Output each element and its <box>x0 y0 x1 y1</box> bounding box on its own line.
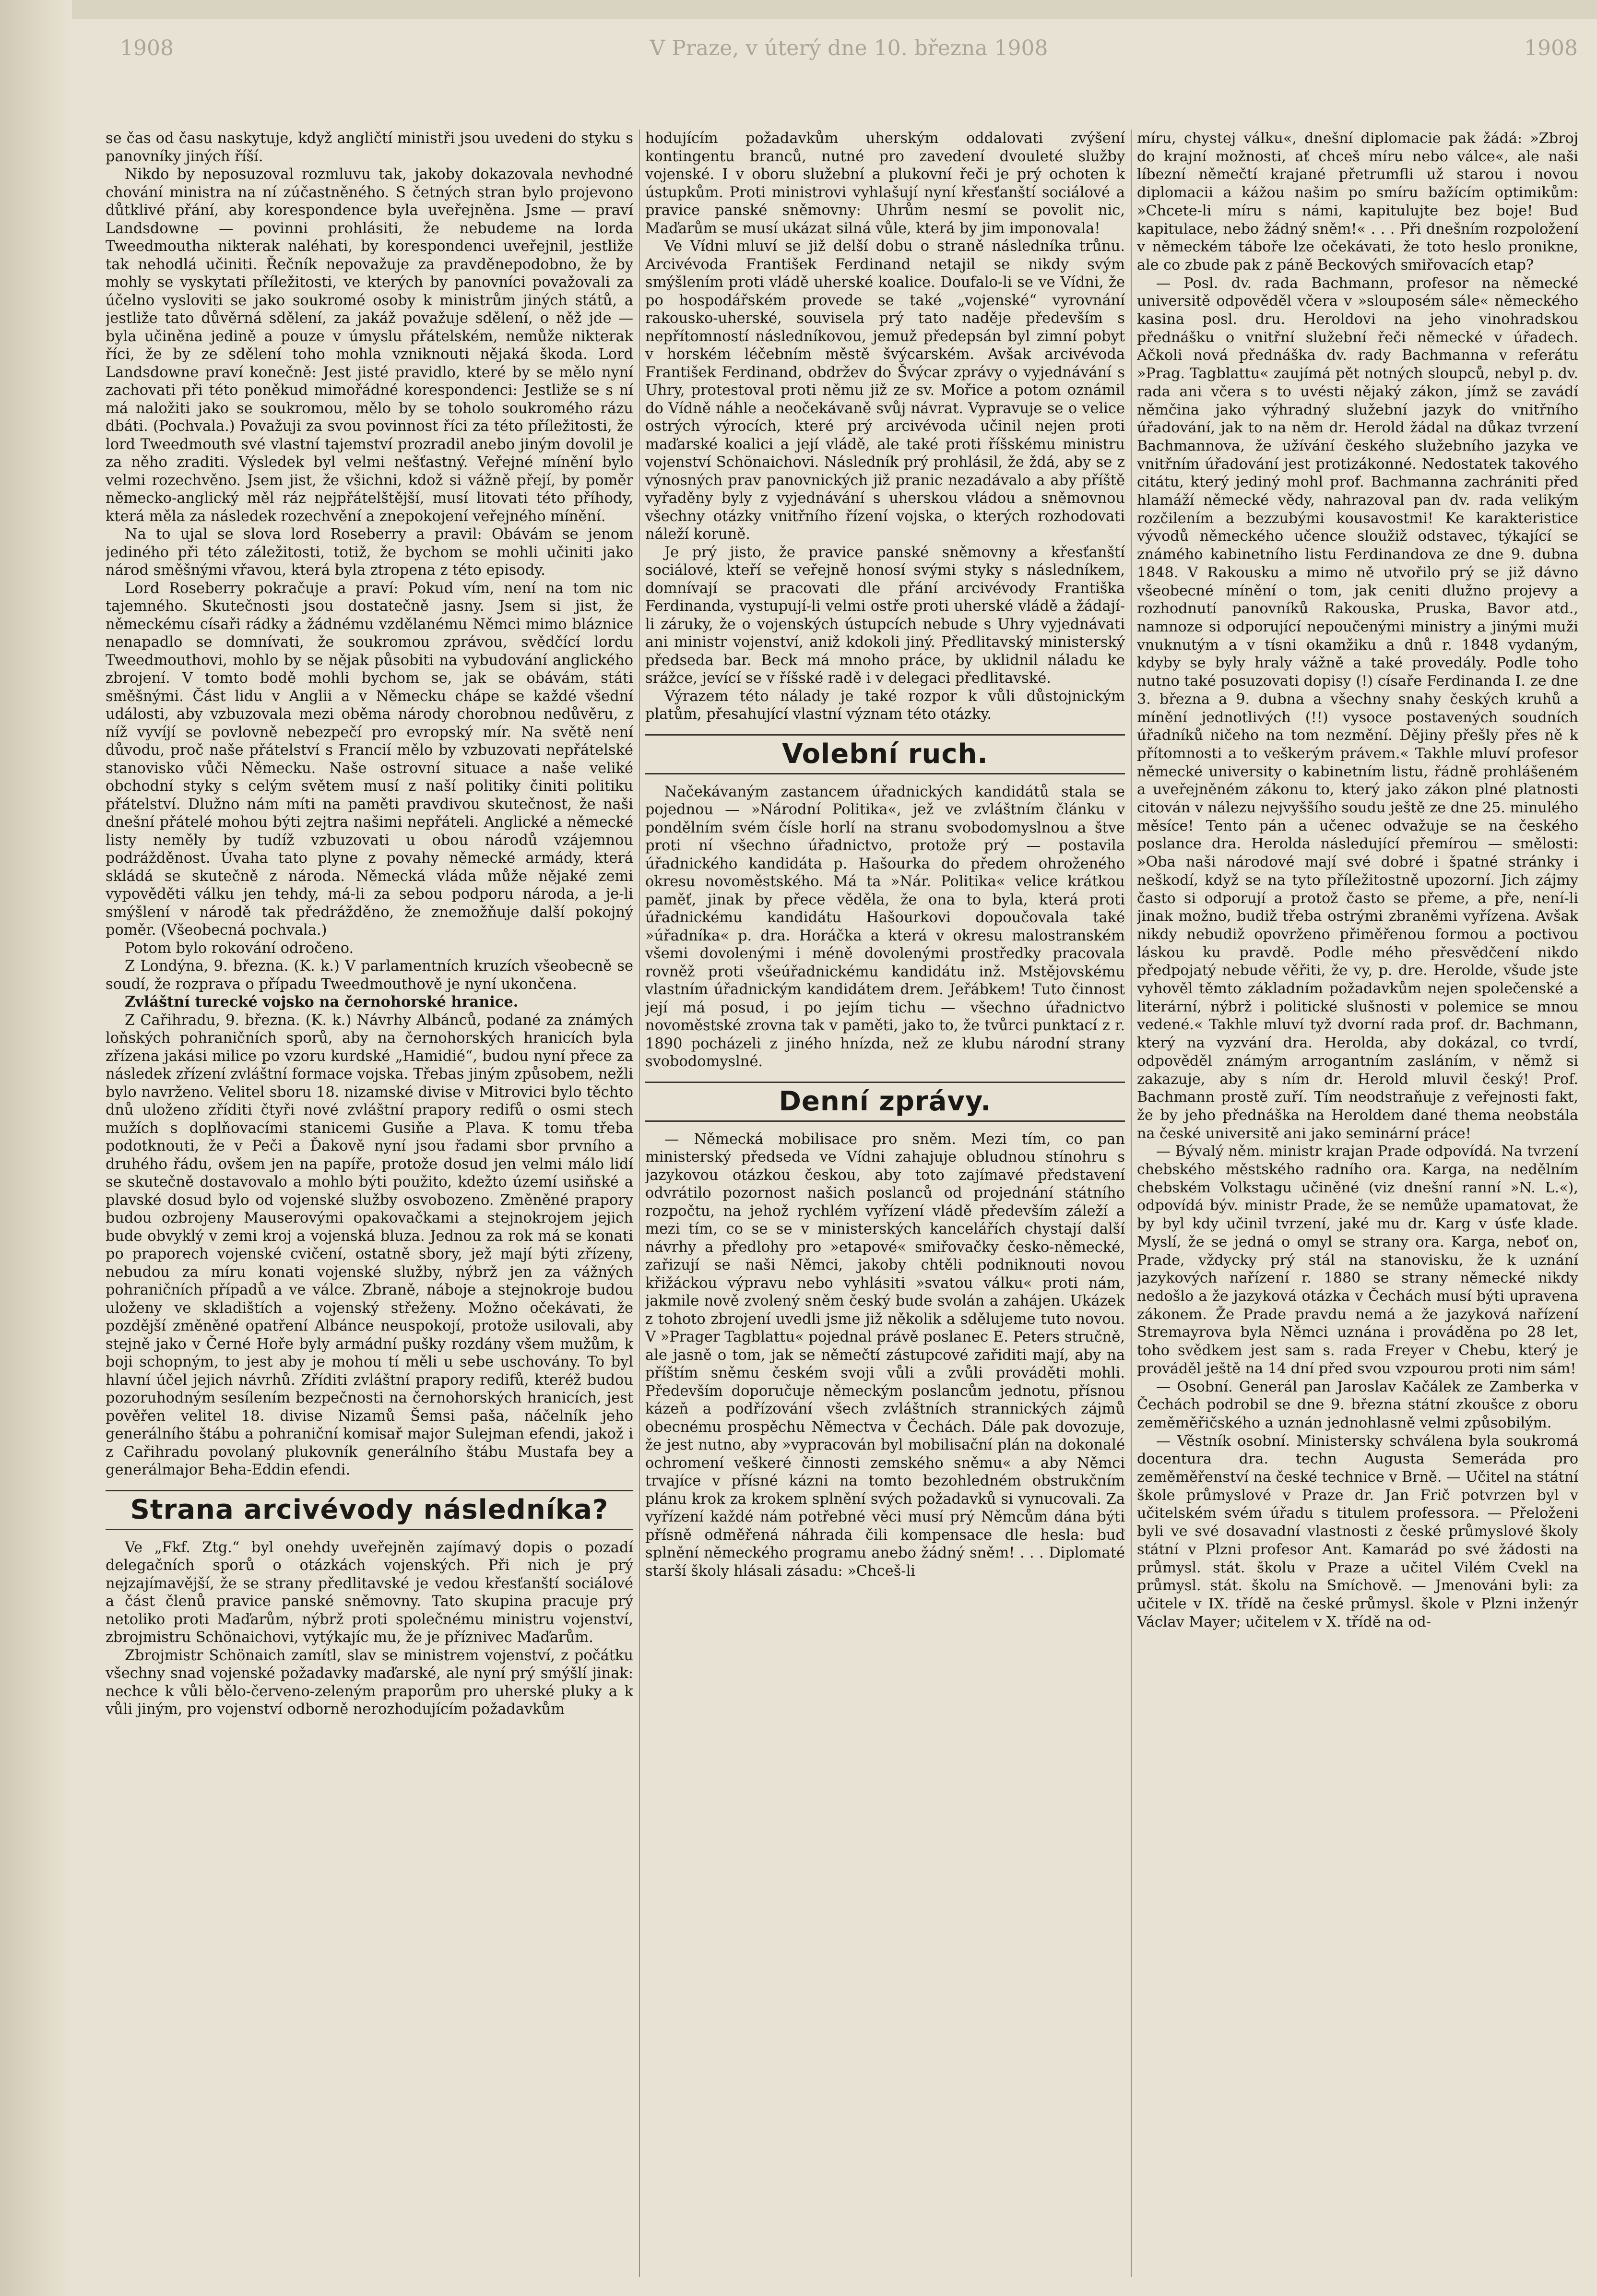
article-paragraph: Potom bylo rokování odročeno. <box>125 940 354 957</box>
article-paragraph: Na to ujal se slova lord Roseberry a pravil: Obávám se jenom jediného při této záležitosti, totiž, že bychom se mohli učiniti jako národ směšnými vřavou, která byla ztropena z této episody. <box>106 526 633 579</box>
section-headline: Strana arcivévody následníka? <box>106 1490 633 1530</box>
article-paragraph: Ve „Fkf. Ztg.“ byl onehdy uveřejněn zajímavý dopis o pozadí delegačních sporů o otázkách vojenských. Při nich je prý nejzajímavější, že se strany předlitavské je vedou křesťanští sociálové a část členů pravice panské sněmovny. Tato skupina pracuje prý netoliko proti Maďarům, nýbrž proti společnému ministru vojenství, zbrojmistru Schönaichovi, vytýkajíc mu, že je příznivec Maďarům. <box>106 1539 633 1646</box>
column-1 <box>106 130 633 2277</box>
running-head-right: 1908 <box>1524 36 1578 60</box>
article-paragraph: Je prý jisto, že pravice panské sněmovny a křesťanští sociálové, kteří se veřejně honosí svými styky s následníkem, domnívají se pracovati dle přání arcivévody Františka Ferdinanda, vystupují-li velmi ostře proti uherské vládě a žádají-li záruky, že o vojenských ústupcích nebude s Uhry vyjednávati ani ministr vojenství, aniž kdokoli jiný. Předlitavský ministerský předseda bar. Beck má mnoho práce, by uklidnil náladu ke srážce, jevící se v říšské radě i v delegaci předlitavské. <box>645 544 1125 687</box>
page-spine-shadow <box>0 0 72 2296</box>
article-paragraph: — Německá mobilisace pro sněm. Mezi tím, co pan ministerský předseda ve Vídni zahajuje obludnou stínohru s jazykovou otázkou českou, aby toto zajímavé představení odvrátilo pozornost našich poslanců od projednání státního rozpočtu, na jehož rychlém vyřízení vládě především záleží a mezi tím, co se se v ministerských kancelářích chystají další návrhy a předlohy pro »etapové« smiřovačky česko-německé, zařizují se naši Němci, jakoby chtěli podniknouti novou křižáckou výpravu nebo vyhlásiti »svatou válku« proti nám, jakmile nově zvolený sněm český bude svolán a zahájen. Ukázek z tohoto zbrojení uvedli jsme již několik a sdělujeme tuto novou. V »Prager Tagblattu« pojednal právě poslanec E. Peters stručně, ale jasně o tom, jak se němečtí zástupcové zařiditi mají, aby na příštím sněmu českém svoji vůli a zvůli prováděti mohli. Především doporučuje německým poslancům jednotu, přísnou kázeň a podřízování všech zvláštních strannických zájmů obecnému prospěchu Němectva v Čechách. Dále pak dovozuje, že jest nutno, aby »vypracován byl mobilisační plán na dokonalé ochromení veškeré činnosti zemského sněmu« a aby Němci trvajíce v přísné kázni na tomto bezohledném obstrukčním plánu krok za krokem splnění svých požadavků si vynucovali. Za vyřízení každé nám potřebné věci musí prý Němcům dána býti přísně odměřená náhrada čili kompensace dle hesla: buď splnění německého programu anebo žádný sněm! . . . Diplomaté starší školy hlásali zásadu: »Chceš-li <box>645 1130 1125 1580</box>
column-rule <box>1131 130 1132 2277</box>
column-2 <box>645 130 1125 2277</box>
article-paragraph: Nikdo by neposuzoval rozmluvu tak, jakoby dokazovala nevhodné chování ministra na ní zúčastněného. S četných stran bylo projevono důtklivé přání, aby korespondence byla uveřejněna. Jsme — praví Landsdowne — povinni prohlásiti, že nebudeme na lorda Tweedmoutha nikterak naléhati, by korespondenci uveřejnil, jestliže tak nehodlá učiniti. Řečník nepovažuje za pravděnepodobno, že by mohly se vyskytati příležitosti, ve kterých by panovníci považovali za účelno vysloviti se jako soukromé osoby k ministrům jiných států, a jestliže tato důvěrná sdělení, za jakáž považuje sdělení, o něž jde — byla učiněna jedině a pouze v úmyslu přátelském, nemůže nikterak říci, že by ze sdělení toho mohla vzniknouti nějaká škoda. Lord Landsdowne praví konečně: Jest jisté pravidlo, které by se mělo nyní zachovati při této poněkud mimořádné korespondenci: Jestliže se s ní má naložiti jako se soukromou, mělo by se toholo soukromého rázu dbáti. (Pochvala.) Považuji za svou povinnost říci za této příležitosti, že lord Tweedmouth své vlastní tajemství prozradil anebo jiným dovolil je za něho zraditi. Výsledek byl velmi nešťastný. Veřejné mínění bylo velmi rozechvěno. Jsem jist, že všichni, kdož si vážně přejí, by poměr německo-anglický měl ráz nejpřátelštější, musí litovati této příhody, která měla za následek rozechvění a znepokojení veřejného mínění. <box>106 166 633 525</box>
article-paragraph: Lord Roseberry pokračuje a praví: Pokud vím, není na tom nic tajemného. Skutečnosti jsou dostatečně jasny. Jsem si jist, že německému císaři rádky a žádnému vzdělanému Němci mimo bláznice nenapadlo se domnívati, že soukromou zprávou, svědčící lordu Tweedmouthovi, mohlo by se nějak působiti na vybudování anglického zbrojení. V tomto bodě mohli bychom se, jak se obávám, státi směšnými. Část lidu v Anglii a v Německu chápe se každé všední události, aby vzbuzovala mezi oběma národy chorobnou nedůvěru, z níž vyvíjí se povlovně nebezpečí pro evropský mír. Na světě není důvodu, proč naše přátelství s Francií mělo by vzbuzovati nepřátelské stanovisko vůči Německu. Naše ostrovní situace a naše veliké obchodní styky s celým světem musí z naší politiky činiti politiku přátelství. Dlužno nám míti na paměti pravdivou skutečnost, že naši dnešní přátelé mohou býti zejtra našimi nepřáteli. Anglické a německé listy neměly by tudíž vzbuzovati u obou národů vzájemnou podrážděnost. Úvaha tato plyne z povahy německé armády, která skládá se skutečně z národa. Německá vláda může nějaké zemi vypověděti válku jen tehdy, má-li za sebou podporu národa, a je-li smýšlení v národě tak předrážděno, že znemožňuje další pokojný poměr. (Všeobecná pochvala.) <box>106 580 633 939</box>
running-head <box>120 19 1578 77</box>
article-paragraph: — Věstník osobní. Ministersky schválena byla soukromá docentura dra. techn Augusta Semeráda pro zeměměřenství na české technice v Brně. — Učitel na státní škole průmyslové v Praze dr. Jan Frič potvrzen byl v učitelském svém úřadu s titulem professora. — Přeloženi byli ve své dosavadní vlastnosti z české průmyslové školy státní v Plzni profesor Ant. Kamarád po své žádosti na průmysl. stát. školu v Praze a učitel Vilém Cvekl na průmysl. stát. školu na Smíchově. — Jmenováni byli: za učitele v IX. třídě na české průmysl. škole v Plzni inženýr Václav Mayer; učitelem v X. třídě na od- <box>1137 1432 1578 1630</box>
column-3 <box>1137 130 1578 2277</box>
newspaper-page <box>72 19 1597 2296</box>
article-paragraph: Z Cařihradu, 9. března. (K. k.) Návrhy Albánců, podané za známých loňských pohraničních sporů, aby na černohorských hranicích byla zřízena jakási milice po vzoru kurdské „Hamidié“, budou nyní přece za následek zřízení zvláštní formace vojska. Třebas jiným způsobem, nežli bylo navrženo. Velitel sboru 18. nizamské divise v Mitrovici bylo těchto dnů uloženo zříditi čtyři nové zvláštní prapory redifů o osmi stech mužích s doplňovacími stanicemi Gusiňe a Plava. K tomu třeba podotknouti, že v Peči a Ďakově nyní jsou řadami sbor prvního a druhého řádu, ovšem jen na papíře, protože dosud jen velmi málo lidí se skutečně dostavovalo a mohlo býti použito, kdežto území usiňské a plavské dosud bylo od vojenské služby osvobozeno. Změněné prapory budou ozbrojeny Mauserovými opakovačkami a stejnokrojem jejich bude obvyklý v zemi kroj a vojenská bluza. Jednou za rok má se konati po praporech vojenské cvičení, ostatně sbory, jež mají býti zřízeny, nebudou za míru konati vojenské služby, nýbrž jen za vážných pohraničních případů a ve válce. Zbraně, náboje a stejnokroje budou uloženy ve skladištích a vojenský střeženy. Možno očekávati, že pozdější změněné opatření Albánce neuspokojí, protože usilovali, aby stejně jako v Černé Hoře byly armádní pušky rozdány všem mužům, k boji schopným, to jest aby je mohou tí měli u sebe uschovány. To byl hlavní účel jejich návrhů. Zříditi zvláštní prapory redifů, kteréž budou pozoruhodným sesílením bezpečnosti na černohorských hranicích, jest pověřen velitel 18. divise Nizamů Šemsi paša, náčelník jeho generálního štábu a pohraniční komisař major Sulejman efendi, jakož i z Cařihradu povolaný plukovník generálního štábu Mustafa bey a generálmajor Beha-Eddin efendi. <box>106 1011 633 1478</box>
article-paragraph: míru, chystej válku«, dnešní diplomacie pak žádá: »Zbroj do krajní možnosti, ať chceš míru nebo válce«, ale naši líbezní němečtí krajané přetrumfli už starou i novou diplomacii a kážou našim po smíru bažícím optimikům: »Chcete-li míru s námi, kapitulujte bez boje! Buď kapitulace, nebo žádný sněm!« . . . Při dnešním rozpoložení v německém táboře lze očekávati, že toto heslo pronikne, ale co zbude pak z páně Beckových smiřovacích etap? <box>1137 130 1578 274</box>
article-paragraph: Načekávaným zastancem úřadnických kandidátů stala se pojednou — »Národní Politika«, jež ve zvláštním článku v pondělním svém čísle horlí na stranu svobodomyslnou a štve proti ní všechno úřadnictvo, protože prý — postavila úřadnického kandidáta p. Hašourka do předem ohroženého okresu novoměstského. Má ta »Nár. Politika« velice krátkou paměť, jinak by přece věděla, že ona to byla, která proti úřadnickému kandidátu Hašourkovi dopoučovala také »úřadníka« p. dra. Horáčka a která v okresu malostranském všemi dovolenými i méně dovolenými prostředky pracovala rovněž proti všeúřadnickému kandidátu inž. Mstějovskému vlastním úřadnickým kandidátem drem. Jeřábkem! Tuto činnost její má posud, i po jejím tichu — všechno úřadnictvo novoměstské zrovna tak v paměti, jako to, že tvůrci punktací z r. 1890 pocházeli z jiného hnízda, než ze klubu národní strany svobodomyslné. <box>645 783 1125 1070</box>
section-headline: Volební ruch. <box>645 734 1125 774</box>
article-paragraph: hodujícím požadavkům uherským oddalovati zvýšení kontingentu branců, nutné pro zavedení dvouleté služby vojenské. I v oboru služební a plukovní řeči je prý ochoten k ústupkům. Proti ministrovi vyhlašují nyní křesťanští sociálové a pravice panské sněmovny: Uhrům nesmí se povolit nic, Maďarům se musí ukázat silná vůle, která by jim imponovala! <box>645 130 1125 237</box>
article-paragraph: — Bývalý něm. ministr krajan Prade odpovídá. Na tvrzení chebského městského radního ora. Karga, na nedělním chebském Volkstagu učiněné (viz dnešní ranní »N. L.«), odpovídá býv. ministr Prade, že se nemůže upamatovat, že by byl kdy učinil tvrzení, jaké mu dr. Karg v úsťe klade. Myslí, že se jedná o omyl se strany ora. Karga, neboť on, Prade, vždycky prý stál na stanovisku, že k uznání jazykových nařízení r. 1880 se strany německé nikdy nedošlo a že jazyková otázka v Čechách musí býti upravena zákonem. Že Prade pravdu nemá a že jazyková nařízení Stremayrova byla Němci uznána i prováděna po 28 let, toho svědkem jest sam s. rada Freyer v Chebu, který je prováděl ještě na 14 dní před svou vzpourou proti nim sám! <box>1137 1143 1578 1377</box>
column-rule <box>639 130 640 2277</box>
article-subheading: Zvláštní turecké vojsko na černohorské hranice. <box>125 993 519 1011</box>
section-headline: Denní zprávy. <box>645 1082 1125 1122</box>
article-paragraph: Z Londýna, 9. března. (K. k.) V parlamentních kruzích všeobecně se soudí, že rozprava o případu Tweedmouthově je nyní ukončena. <box>106 958 633 993</box>
running-head-center: V Praze, v úterý dne 10. března 1908 <box>650 36 1048 60</box>
article-paragraph: se čas od času naskytuje, když angličtí ministři jsou uvedeni do styku s panovníky jiných říší. <box>106 130 633 165</box>
article-paragraph: — Osobní. Generál pan Jaroslav Kačálek ze Zamberka v Čechách podrobil se dne 9. března státní zkoušce z oboru zeměměřičského a uznán jednohlasně velmi způsobilým. <box>1137 1378 1578 1431</box>
running-head-left: 1908 <box>120 36 174 60</box>
article-paragraph: Výrazem této nálady je také rozpor k vůli důstojnickým platům, přesahující vlastní význam této otázky. <box>645 688 1125 723</box>
article-paragraph: — Posl. dv. rada Bachmann, profesor na německé universitě odpověděl včera v »slouposém sále« německého kasina posl. dru. Heroldovi na jeho vinohradskou přednášku o vnitřní služební řeči německé v úřadech. Ačkoli nová přednáška dv. rady Bachmanna v referátu »Prag. Tagblattu« zaujímá pět notných sloupců, nebyl p. dv. rada ani včera s to uvésti nějaký zákon, jímž se zavádí němčina jako výhradný služební jazyk do vnitřního úřadování, jak to na něm dr. Herold žádal na důkaz tvrzení Bachmannova, že užívání českého služebního jazyka ve vnitřním úřadování jest protizákonné. Nedostatek takového citátu, který jediný mohl prof. Bachmanna zachrániti před hlamáží německé vědy, nahrazoval pan dv. rada velikým rozčilením a bezzubými kousavostmi! Ke karakteristice vývodů německého učence sloužiž odstavec, týkající se známého kabinetního listu Ferdinandova ze dne 9. dubna 1848. V Rakousku a mimo ně utvořilo prý se již dávno všeobecné mínění o tom, jak ceniti dlužno projevy a rozhodnutí panovníků Rakouska, Pruska, Bavor atd., namnoze si odporující nepoučenými ministry a jinými muži vnuknutým a v tísni okamžiku a dnů r. 1848 vydaným, kdyby se byly hraly vážně a také provedály. Podle toho nutno také posuzovati dopisy (!) císaře Ferdinanda I. ze dne 3. března a 9. dubna a všechny snahy českých kruhů a mínění jednotlivých (!!) vysoce postavených soudních úřadníků ničeho na tom nezmění. Dějiny přešly přes ně k přítomnosti a to veškerým právem.« Takhle mluví profesor německé university o kabinetním listu, řádně prohlášeném a uveřejněném zákonu to, který jako zákon plné platnosti citován v nálezu nejvyššího soudu ještě ze dne 25. minulého měsíce! Tento pán a učenec odvažuje se na českého poslance dra. Herolda následující přemírou — smělosti: »Oba naši národové mají své dobré i špatné stránky i neškodí, když se na tyto příležitostně upozorní. Jich zájmy často si odporují a protož často se přeme, a pře, není-li jinak možno, budiž třeba ostrými zbraněmi vyřízena. Avšak nikdy nebudiž opovrženo přiměřenou formou a poctivou láskou ku pravdě. Podle mého přesvědčení nikdo předpojatý nebude věřiti, že vy, p. dre. Herolde, všude jste vyhověl těmto základním požadavkům nejen společenské a literární, nýbrž i politické slušnosti v polemice se mnou vedené.« Takhle mluví tyž dvorní rada prof. dr. Bachmann, který na vyzvání dra. Herolda, aby dokázal, co tvrdí, odpověděl známým arrogantním zasláním, v němž si zakazuje, aby s ním dr. Herold mluvil český! Prof. Bachmann prostě zuří. Tím neodstraňuje z veřejnosti fakt, že by jeho přednáška na Heroldem dané thema neobstála na české universitě ani jako seminární práce! <box>1137 274 1578 1142</box>
article-paragraph: Ve Vídni mluví se již delší dobu o straně následníka trůnu. Arcivévoda František Ferdinand netajil se nikdy svým smýšlením proti vládě uherské koalice. Doufalo-li se ve Vídni, že po hospodářském provede se také „vojenské“ vyrovnání rakousko-uherské, souvisela prý tato naděje především s nepřítomností následníkovou, jemuž předepsán byl zimní pobyt v horském léčebním městě švýcarském. Avšak arcivévoda František Ferdinand, obdržev do Švýcar zprávy o vyjednávání s Uhry, protestoval proti němu již ze sv. Mořice a potom oznámil do Vídně náhle a neočekávaně svůj návrat. Vypravuje se o velice ostrých výrocích, které prý arcivévoda učinil nejen proti maďarské koalici a její vládě, ale také proti říšskému ministru vojenství Schönaichovi. Následník prý prohlásil, že ždá, aby se z výnosných prav panovnických již pranic nezadávalo a aby příště vyřaděny byly z vyjednávání s uherskou vládou a sněmovnou všechny otázky vnitřního řízení vojska, o kterých rozhodovati náleží koruně. <box>645 238 1125 543</box>
article-paragraph: Zbrojmistr Schönaich zamítl, slav se ministrem vojenství, z počátku všechny snad vojenské požadavky maďarské, ale nyní prý smýšlí jinak: nechce k vůli bělo-červeno-zeleným praporům pro uherské pluky a k vůli jiným, pro vojenství odborně nerozhodujícím požadavkům <box>106 1647 633 1718</box>
